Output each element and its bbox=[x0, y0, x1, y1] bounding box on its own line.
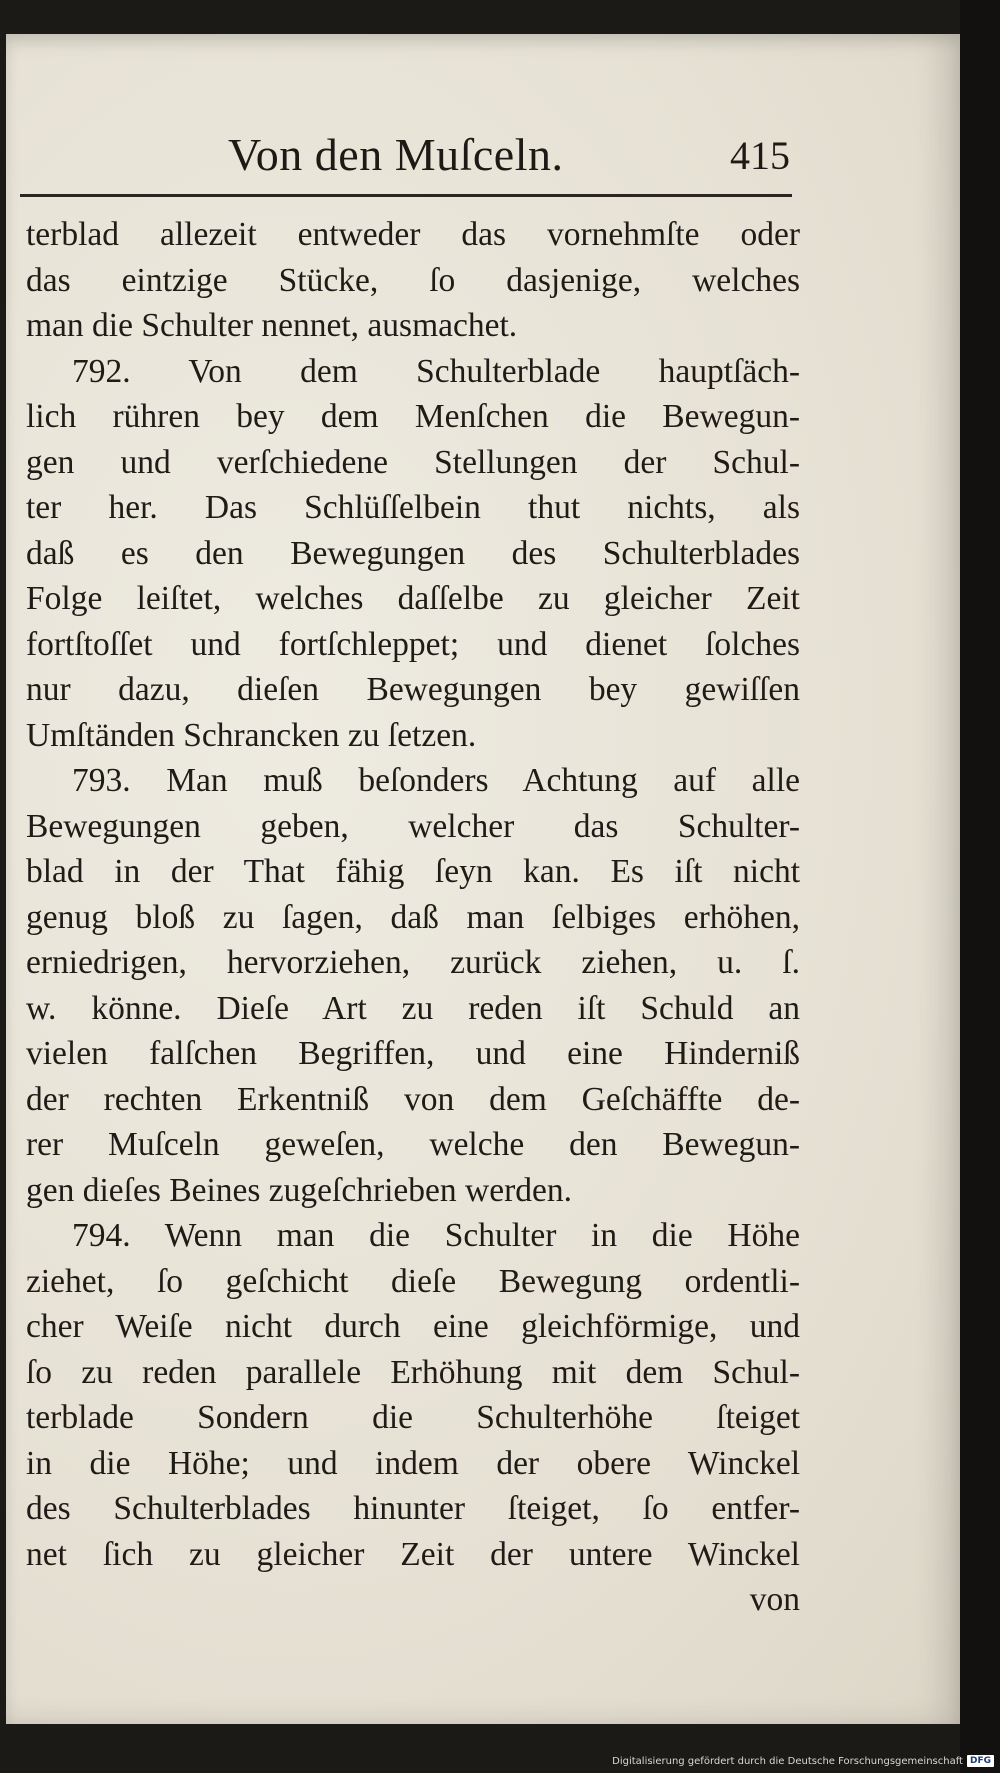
text-line: w. könne. Dieſe Art zu reden iſt Schuld an bbox=[26, 989, 800, 1027]
text-line: terblade Sondern die Schulterhöhe ſteiget bbox=[26, 1399, 800, 1436]
text-line: der rechten Erkentniß von dem Geſchäffte de- bbox=[26, 1080, 800, 1118]
text-line: Folge leiſtet, welches daſſelbe zu gleicher Zeit bbox=[26, 580, 800, 617]
body-text bbox=[26, 212, 800, 1623]
digitization-footer bbox=[612, 1755, 994, 1767]
text-line: cher Weiſe nicht durch eine gleichförmige, und bbox=[26, 1308, 800, 1345]
footer-credit: Digitalisierung gefördert durch die Deutsche Forschungsgemeinschaft bbox=[612, 1755, 963, 1767]
text-line: rer Muſceln geweſen, welche den Bewegun- bbox=[26, 1126, 800, 1163]
paragraph-793-start: 793. Man muß beſonders Achtung auf alle bbox=[72, 762, 800, 799]
text-line: man die Schulter nennet, ausmachet. bbox=[26, 307, 518, 344]
book-page bbox=[6, 34, 960, 1724]
text-line: vielen falſchen Begriffen, und eine Hinderniß bbox=[26, 1035, 800, 1072]
text-line: gen und verſchiedene Stellungen der Schul- bbox=[26, 443, 800, 481]
text-line: terblad allezeit entweder das vornehmſte oder bbox=[26, 216, 800, 253]
text-line: erniedrigen, hervorziehen, zurück ziehen, u. ſ. bbox=[26, 944, 800, 981]
text-line: Umſtänden Schrancken zu ſetzen. bbox=[26, 716, 477, 754]
text-line: ter her. Das Schlüſſelbein thut nichts, als bbox=[26, 489, 800, 526]
text-line: Bewegungen geben, welcher das Schulter- bbox=[26, 807, 800, 845]
running-title: Von den Muſceln. bbox=[228, 129, 564, 180]
text-line: ſo zu reden parallele Erhöhung mit dem Schul- bbox=[26, 1353, 800, 1391]
text-line: das eintzige Stücke, ſo dasjenige, welches bbox=[26, 261, 800, 299]
scan-edge bbox=[960, 0, 1000, 1773]
paragraph-794-start: 794. Wenn man die Schulter in die Höhe bbox=[72, 1217, 800, 1254]
text-line: lich rühren bey dem Menſchen die Bewegun- bbox=[26, 398, 800, 435]
catchword: von bbox=[749, 1581, 800, 1618]
text-line: des Schulterblades hinunter ſteiget, ſo entfer- bbox=[26, 1490, 800, 1527]
dfg-logo-icon: DFG bbox=[967, 1755, 994, 1767]
page-number: 415 bbox=[730, 133, 790, 178]
text-line: in die Höhe; und indem der obere Winckel bbox=[26, 1444, 800, 1482]
text-line: daß es den Bewegungen des Schulterblades bbox=[26, 534, 800, 572]
text-line: gen dieſes Beines zugeſchrieben werden. bbox=[26, 1171, 573, 1209]
paragraph-792-start: 792. Von dem Schulterblade hauptſäch- bbox=[72, 352, 800, 390]
text-line: nur dazu, dieſen Bewegungen bey gewiſſen bbox=[26, 671, 800, 708]
text-line: blad in der That fähig ſeyn kan. Es iſt nicht bbox=[26, 853, 800, 890]
text-line: ziehet, ſo geſchicht dieſe Bewegung ordentli- bbox=[26, 1262, 800, 1300]
text-line: genug bloß zu ſagen, daß man ſelbiges erhöhen, bbox=[26, 898, 800, 936]
header-rule bbox=[20, 194, 792, 197]
running-head bbox=[6, 100, 796, 190]
text-line: net ſich zu gleicher Zeit der untere Winckel bbox=[26, 1535, 800, 1573]
text-line: fortſtoſſet und fortſchleppet; und dienet ſolches bbox=[26, 625, 800, 663]
